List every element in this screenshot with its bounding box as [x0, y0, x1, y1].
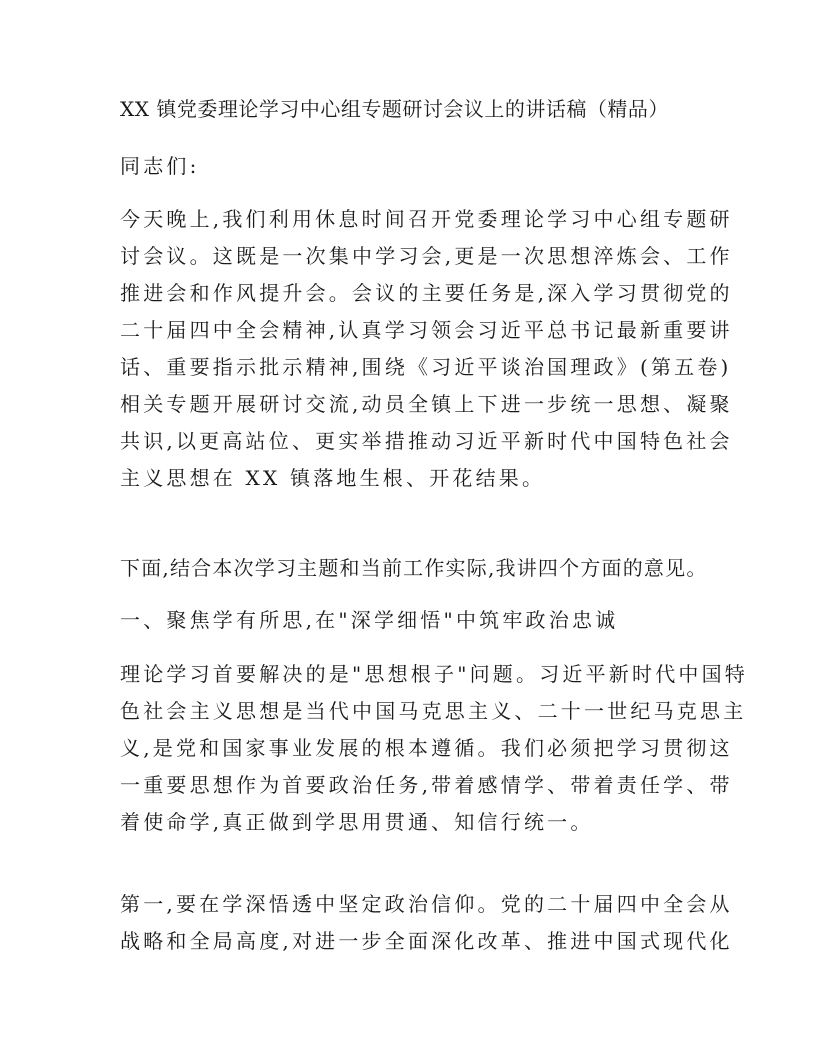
text-line: 今天晚上,我们利用休息时间召开党委理论学习中心组专题研 — [120, 207, 733, 231]
text-line: 色社会主义思想是当代中国马克思主义、二十一世纪马克思主 — [120, 699, 747, 723]
text-line: 战略和全局高度,对进一步全面深化改革、推进中国式现代化 — [120, 929, 733, 953]
text-line: 共识,以更高站位、更实举措推动习近平新时代中国特色社会 — [120, 429, 733, 453]
text-line: 二十届四中全会精神,认真学习领会习近平总书记最新重要讲 — [120, 318, 733, 342]
text-line: 理论学习首要解决的是"思想根子"问题。习近平新时代中国特 — [120, 662, 748, 686]
text-line: 讨会议。这既是一次集中学习会,更是一次思想淬炼会、工作 — [120, 244, 733, 268]
paragraph-section-1 — [120, 656, 748, 841]
text-line: 一重要思想作为首要政治任务,带着感情学、带着责任学、带 — [120, 773, 733, 797]
text-line: 义,是党和国家事业发展的根本遵循。我们必须把学习贯彻这 — [120, 736, 733, 760]
text-line: 话、重要指示批示精神,围绕《习近平谈治国理政》(第五卷) — [120, 355, 732, 379]
paragraph-intro: 下面,结合本次学习主题和当前工作实际,我讲四个方面的意见。 — [120, 556, 708, 580]
paragraph-point-1 — [120, 886, 733, 960]
greeting: 同志们: — [120, 154, 200, 178]
section-heading-1: 一、聚焦学有所思,在"深学细悟"中筑牢政治忠诚 — [120, 608, 619, 632]
document-title: XX 镇党委理论学习中心组专题研讨会议上的讲话稿（精品） — [120, 97, 669, 121]
text-line: 主义思想在 XX 镇落地生根、开花结果。 — [120, 466, 546, 490]
text-line: 推进会和作风提升会。会议的主要任务是,深入学习贯彻党的 — [120, 281, 733, 305]
text-line: 相关专题开展研讨交流,动员全镇上下进一步统一思想、凝聚 — [120, 392, 733, 416]
paragraph-opening — [120, 201, 733, 497]
text-line: 第一,要在学深悟透中坚定政治信仰。党的二十届四中全会从 — [120, 892, 733, 916]
text-line: 着使命学,真正做到学思用贯通、知信行统一。 — [120, 810, 594, 834]
